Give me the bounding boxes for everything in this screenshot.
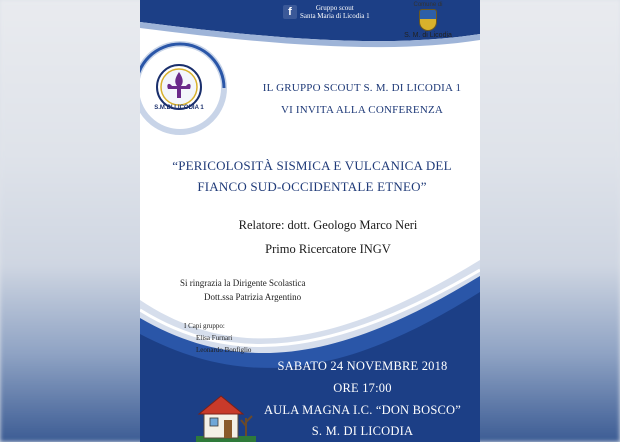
leaders-heading: I Capi gruppo: <box>184 322 225 330</box>
intro-line-1: IL GRUPPO SCOUT S. M. DI LICODIA 1 <box>262 82 462 94</box>
facebook-page-tag <box>283 4 370 20</box>
conference-title-line-2: FIANCO SUD-OCCIDENTALE ETNEO” <box>197 179 427 194</box>
conference-poster <box>140 0 480 442</box>
thanks-line-1: Si ringrazia la Dirigente Scolastica <box>180 278 306 288</box>
thanks-line-2: Dott.ssa Patrizia Argentino <box>204 292 302 302</box>
blurred-background-right <box>475 0 620 442</box>
group-leaders <box>156 320 266 356</box>
event-time: ORE 17:00 <box>333 381 392 395</box>
leader-name: Elisa Furnari <box>196 334 233 342</box>
facebook-line-2: Santa Maria di Licodia 1 <box>300 12 370 20</box>
event-venue: AULA MAGNA I.C. “DON BOSCO” <box>263 403 462 417</box>
house-illustration-icon <box>196 388 256 442</box>
facebook-line-1: Gruppo scout <box>315 4 354 12</box>
comune-block <box>398 2 458 39</box>
event-date: SABATO 24 NOVEMBRE 2018 <box>277 359 448 373</box>
facebook-icon: f <box>283 5 297 19</box>
thanks-block <box>180 276 420 304</box>
intro-line-2: VI INVITA ALLA CONFERENZA <box>280 104 444 116</box>
speaker-line: Relatore: dott. Geologo Marco Neri <box>238 218 418 232</box>
conference-title-line-1: “PERICOLOSITÀ SISMICA E VULCANICA DEL <box>172 158 452 173</box>
comune-name: S. M. di Licodia <box>404 32 452 39</box>
coat-of-arms-icon <box>419 9 437 31</box>
comune-label: Comune di <box>413 2 443 8</box>
speaker-role: Primo Ricercatore INGV <box>265 242 391 256</box>
blurred-background-left <box>0 0 145 442</box>
scout-logo-label: S.M.DI LICODIA 1 <box>154 105 204 111</box>
event-town: S. M. DI LICODIA <box>311 424 414 438</box>
leader-name: Leonardo Bonfiglio <box>196 346 252 354</box>
